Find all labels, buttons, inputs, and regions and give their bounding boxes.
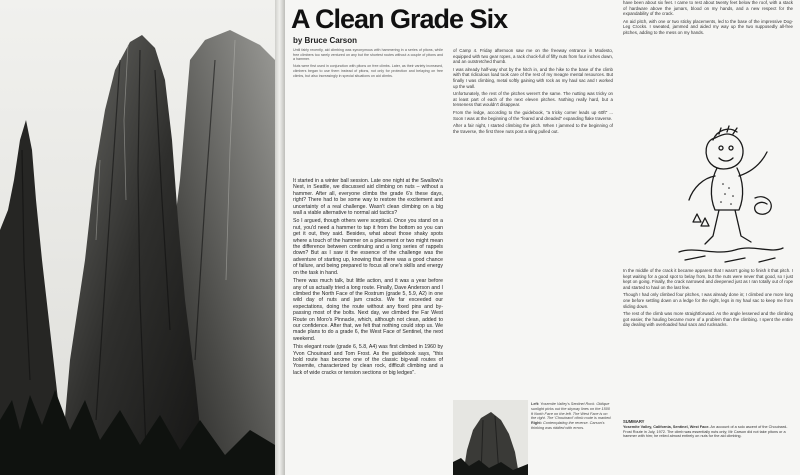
paragraph: An aid pitch, with one or two sticky placements, led to the base of the impressive Dog-Leg Crocks. I sweated, jammed and aided my way up the two supposedly all-free pitches, adding to the mess on my hands. <box>623 18 793 35</box>
article-byline: by Bruce Carson <box>293 36 358 45</box>
paragraph: of Camp 4. Friday afternoon saw me on the freeway entrance in Modesto, equipped with two gear ropes, a rack chock-full of fifty nuts from four inches down, and an outstretched thumb. <box>453 48 613 65</box>
paragraph: This elegant route (grade 6, 5.8, A4) was first climbed in 1960 by Yvon Chouinard and Tom Frost. As the guidebook says, "this bold route has become one of the classic big-wall routes of Yosemite, characterized by clean rock, difficult climbing and a lack of wide cracks or tension sections or big ledges". <box>293 344 443 376</box>
caption-text-2: Contemplating the reverse. Carson's thinking was riddled with errors. <box>531 421 605 430</box>
caption-label-2: Right: <box>531 421 542 426</box>
paragraph: In the middle of the crack it became apparent that I wasn't going to finish it that pitch. I kept waiting for a good spot to belay from, but the nuts were never that good, so I just kept on going. Finally, the crack narrowed and deepened just as I ran totally out of rope and started to haul on the last few. <box>623 268 793 290</box>
article-column-1 <box>293 178 443 473</box>
summary-route: Yosemite Valley, California, Sentinel, West Face. <box>623 424 710 429</box>
summary-text: An account of a solo ascent of the Chouinard-Frost Route in July, 1972. The climb was essentially nuts only; Mr Carson did not take pitons or a hammer with him; he relied almost entirely on nuts for the aid climbing. <box>623 424 788 439</box>
paragraph: The rest of the climb was more straightforward. As the angle lessened and the climbing got easier, the hauling became more of a problem than the climbing. I spent the entire day dealing with overloaded haul sacs and rucksacks. <box>623 311 793 328</box>
article-column-2 <box>453 48 613 400</box>
climber-cartoon-illustration <box>675 118 785 266</box>
article-title: A Clean Grade Six <box>291 4 508 34</box>
summary-heading: SUMMARY <box>623 419 645 424</box>
paragraph: There was much talk, but little action, and it was a year before any of us actually tried a long route. Finally, Dave Anderson and I climbed the North Face of the Rostrum (grade 5, 5.9, A2) in one wild day of nuts and jam cracks. We far exceeded our expectations, doing the route without any fixed pins and by-passing most of the bolts. Next day, we climbed the Far West Route on Moro's Pinnacle, which, although not clean, added to our confidence. After that, we felt that nothing could stop us. We made plans to do a grade 6, the West Face of Sentinel, the next weekend. <box>293 278 443 342</box>
paragraph: Though I had only climbed four pitches, I was already done in; I climbed one more long one before settling down on a ledge for the night, legs in my haul sac to keep me from sliding down. <box>623 292 793 309</box>
paragraph: From the ledge, according to the guidebook, "a tricky corner leads up 60ft" ... Soon I was at the beginning of the "feared and dreaded" expanding flake traverse. <box>453 109 613 121</box>
left-page <box>0 0 275 475</box>
article-column-3-bottom <box>623 268 793 416</box>
summary-box <box>623 420 793 439</box>
paragraph: So I argued, though others were sceptical. Once you stand on a nut, you'd need a hammer to tap it from the bottom so you can get it out, they said. Besides, what about those shaky spots where a touch of the hammer on a placement or two might mean the difference between continuing and a long series of rappels down? But as I saw it the essence of the challenge was the adventure of starting up, knowing that there was a good chance of failure, and being prepared to focus all one's skills and energy on the task in hand. <box>293 218 443 276</box>
paragraph: I was already half-way shot by the hitch in, and the hike to the base of the climb with that ridiculous load took care of the rest of my meagre mental resources. But finally I was climbing, metal softly gaining with rock as my haul sac and I worked up the wall. <box>453 66 613 89</box>
paragraph: have been about six feet. I came to rest about twenty feet below the roof, with a stack of hardware above the jumars, blood on my hands, and a new respect for the expandability of the crack. <box>623 0 793 17</box>
caption-label: Left: <box>531 402 540 406</box>
photo-caption <box>531 402 613 431</box>
paragraph: After a fair night, I started climbing the pitch. When I jammed to the beginning of the traverse, the first three nuts post a sling pulled out. <box>453 123 613 134</box>
rock-spire-photo <box>0 0 275 475</box>
paragraph: It started in a winter ball session. Late one night at the Swallow's Nest, in Seattle, we discussed aid climbing on nuts – without a hammer. After all, everyone climbs the grade 6's these days, right? There had to be some way to restore the excitement and uncertainty of a real challenge. Wasn't clean climbing on a big wall a viable alternative to normal aid tactics? <box>293 178 443 217</box>
intro-paragraph: Nuts were first used in conjunction with pitons on free climbs. Later, as their variety increased, climbers began to use them instead of pitons, not only for protection and belaying on free climbs, but also increasingly in special situations on aid climbs. <box>293 64 443 78</box>
right-page <box>285 0 800 475</box>
paragraph: Unfortunately, the rest of the pitches weren't the same. The nutting was tricky on at least part of each of the next eleven pitches. Nothing really hard, but a tenseness that wouldn't disappear. <box>453 91 613 108</box>
article-column-3-top <box>623 0 793 120</box>
caption-text: Yosemite Valley's Sentinel Rock. Oblique sunlight picks out the skyway lines on the 1500 ft North Face on the left. The West Face is on the right. The 'Chouinard' climb route is marked. <box>531 402 612 421</box>
sentinel-rock-photo <box>453 400 528 475</box>
page-gutter <box>275 0 285 475</box>
intro-text <box>293 48 443 176</box>
intro-paragraph: Until fairly recently, aid climbing was synonymous with hammering in a series of pitons, while free climbers too rarely ventured on any but the shortest routes without a couple of pitons and a hammer. <box>293 48 443 62</box>
